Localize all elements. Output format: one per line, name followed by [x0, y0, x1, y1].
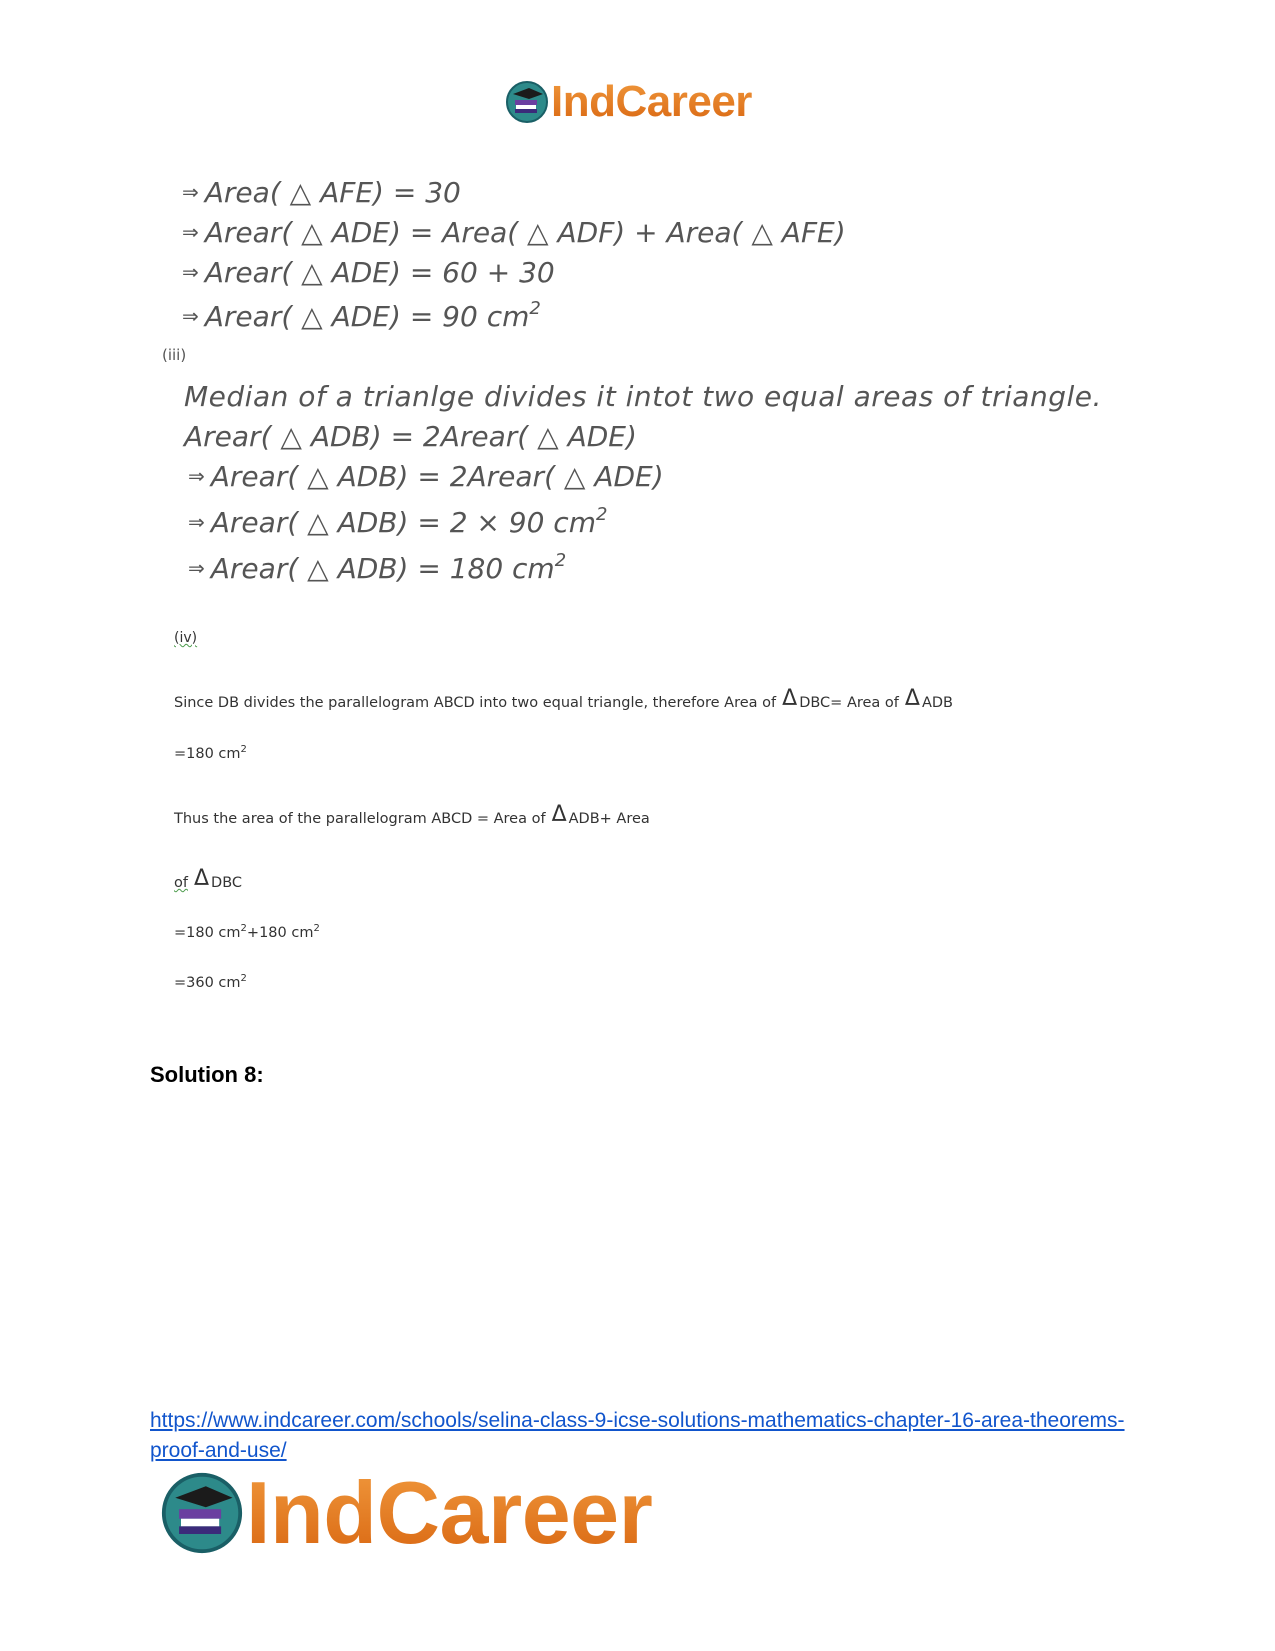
- part-iv-paragraph-3: Thus the area of the parallelogram ABCD = Area of Δ ADB+ Area: [174, 802, 650, 827]
- footer-logo-text: IndCareer: [246, 1463, 653, 1562]
- part-iii-label: (iii): [162, 346, 187, 364]
- math-iii-line-4: ⇒ Arear( △ ADB) = 180 $cm^2$: [188, 550, 567, 585]
- implies-arrow: ⇒: [182, 220, 199, 244]
- implies-arrow: ⇒: [188, 464, 205, 488]
- math-iii-line-3: ⇒ Arear( △ ADB) = 2 × 90 $cm^2$: [188, 504, 608, 539]
- implies-arrow: ⇒: [182, 304, 199, 328]
- implies-arrow: ⇒: [188, 510, 205, 534]
- part-iv-label: (iv): [174, 630, 198, 646]
- part-iv-paragraph-2: =180 $cm^2$: [174, 744, 247, 762]
- math-iii-line-2: ⇒ Arear( △ ADB) = 2Arear( △ ADE): [188, 460, 664, 493]
- source-link[interactable]: https://www.indcareer.com/schools/selina-class-9-icse-solutions-mathematics-chapter-16-area-theorems-proof-and-use/: [150, 1409, 1125, 1462]
- triangle-icon: Δ: [551, 802, 567, 827]
- footer-logo: [160, 1463, 653, 1562]
- math-line-3: ⇒ Arear( △ ADE) = 60 + 30: [182, 256, 555, 289]
- math-line-1: ⇒ Area( △ AFE) = 30: [182, 176, 461, 209]
- header-logo-text: IndCareer: [551, 77, 752, 126]
- part-iv-paragraph-5: =180 $cm^2+180$ $cm^2$: [174, 923, 320, 941]
- triangle-icon: Δ: [193, 866, 210, 891]
- implies-arrow: ⇒: [182, 260, 199, 284]
- triangle-icon: Δ: [904, 686, 920, 711]
- math-line-4: ⇒ Arear( △ ADE) = 90 $cm^2$: [182, 298, 541, 333]
- part-iv-paragraph-1: Since DB divides the parallelogram ABCD into two equal triangle, therefore Area of Δ DBC= Area of Δ ADB: [174, 686, 954, 711]
- implies-arrow: ⇒: [182, 180, 199, 204]
- logo-globe-icon: [505, 80, 549, 124]
- triangle-icon: Δ: [782, 686, 798, 711]
- math-iii-line-1: Arear( △ ADB) = 2Arear( △ ADE): [184, 420, 637, 453]
- implies-arrow: ⇒: [188, 556, 205, 580]
- logo-globe-icon: [160, 1471, 244, 1555]
- header-logo: [505, 78, 752, 126]
- part-iv-paragraph-6: =360 $cm^2$: [174, 973, 247, 991]
- solution-heading: Solution 8:: [150, 1062, 264, 1087]
- median-statement: Median of a trianlge divides it intot two equal areas of triangle.: [184, 380, 1102, 413]
- part-iv-paragraph-4: of Δ DBC: [174, 866, 243, 891]
- math-line-2: ⇒ Arear( △ ADE) = Area( △ ADF) + Area( △ AFE): [182, 216, 846, 249]
